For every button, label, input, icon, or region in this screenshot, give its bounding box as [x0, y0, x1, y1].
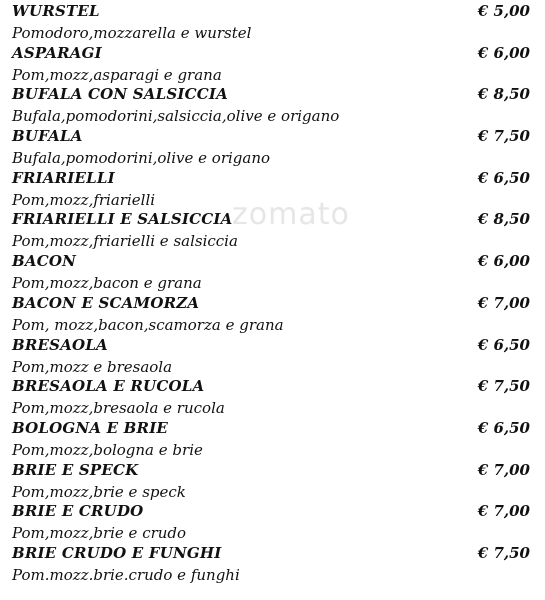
menu-item — [12, 419, 532, 461]
menu-item-header — [12, 2, 532, 23]
item-name: BACON E SCAMORZA — [12, 293, 200, 312]
menu-item — [12, 2, 532, 44]
menu-item — [12, 169, 532, 211]
item-name: ASPARAGI — [12, 43, 102, 62]
item-name: BRIE CRUDO E FUNGHI — [12, 543, 222, 562]
menu-item-header — [12, 336, 532, 357]
item-description: Pom,mozz,friarielli e salsiccia — [12, 232, 238, 251]
item-name: BUFALA CON SALSICCIA — [12, 85, 228, 104]
item-description: Pom,mozz,bacon e grana — [12, 274, 202, 293]
menu-item-header — [12, 377, 532, 398]
menu-item — [12, 377, 532, 419]
item-name: BRIE E SPECK — [12, 460, 139, 479]
menu-item — [12, 502, 532, 544]
item-name: FRIARIELLI — [12, 168, 115, 187]
item-name: BACON — [12, 252, 77, 271]
item-price: € 7,50 — [477, 543, 530, 562]
item-name: BRESAOLA — [12, 335, 108, 354]
menu-item-header — [12, 85, 532, 106]
item-name: WURSTEL — [12, 2, 100, 20]
item-name: BRESAOLA E RUCOLA — [12, 377, 205, 396]
item-description: Pom,mozz,asparagi e grana — [12, 65, 222, 84]
item-price: € 5,00 — [477, 2, 530, 20]
menu-item-header — [12, 127, 532, 148]
zomato-watermark: zomato — [232, 197, 350, 232]
item-name: BRIE E CRUDO — [12, 502, 144, 521]
menu-item — [12, 544, 532, 586]
pizza-menu-list — [12, 2, 532, 586]
menu-item-header — [12, 169, 532, 190]
item-description: Pom,mozz e bresaola — [12, 357, 173, 376]
item-price: € 7,00 — [477, 293, 530, 312]
item-price: € 6,50 — [477, 418, 530, 437]
item-description: Pom,mozz,bresaola e rucola — [12, 399, 225, 418]
item-price: € 8,50 — [477, 85, 530, 104]
item-description: Pom,mozz,brie e speck — [12, 482, 186, 501]
menu-item-header — [12, 544, 532, 565]
menu-item — [12, 294, 532, 336]
menu-item-header — [12, 502, 532, 523]
item-description: Pomodoro,mozzarella e wurstel — [12, 24, 252, 42]
item-name: FRIARIELLI E SALSICCIA — [12, 210, 233, 229]
menu-item-header — [12, 419, 532, 440]
item-price: € 7,50 — [477, 127, 530, 146]
item-description: Pom,mozz,bologna e brie — [12, 440, 203, 459]
item-price: € 8,50 — [477, 210, 530, 229]
menu-item — [12, 210, 532, 252]
item-description: Pom,mozz,brie e crudo — [12, 524, 187, 543]
item-price: € 6,00 — [477, 252, 530, 271]
item-name: BUFALA — [12, 127, 83, 146]
item-price: € 7,50 — [477, 377, 530, 396]
item-price: € 7,00 — [477, 460, 530, 479]
menu-item-header — [12, 461, 532, 482]
menu-item-header — [12, 294, 532, 315]
item-price: € 6,50 — [477, 168, 530, 187]
menu-item — [12, 85, 532, 127]
item-price: € 7,00 — [477, 502, 530, 521]
menu-item — [12, 127, 532, 169]
item-description: Pom.mozz.brie.crudo e funghi — [12, 565, 240, 584]
item-description: Pom, mozz,bacon,scamorza e grana — [12, 315, 284, 334]
item-description: Bufala,pomodorini,olive e origano — [12, 149, 271, 168]
menu-item — [12, 336, 532, 378]
menu-item-header — [12, 252, 532, 273]
item-name: BOLOGNA E BRIE — [12, 418, 169, 437]
menu-item — [12, 252, 532, 294]
item-description: Bufala,pomodorini,salsiccia,olive e origano — [12, 107, 340, 126]
item-price: € 6,50 — [477, 335, 530, 354]
menu-item — [12, 44, 532, 86]
menu-item — [12, 461, 532, 503]
menu-item-header — [12, 44, 532, 65]
item-description: Pom,mozz,friarielli — [12, 190, 156, 209]
item-price: € 6,00 — [477, 43, 530, 62]
menu-item-header — [12, 210, 532, 231]
